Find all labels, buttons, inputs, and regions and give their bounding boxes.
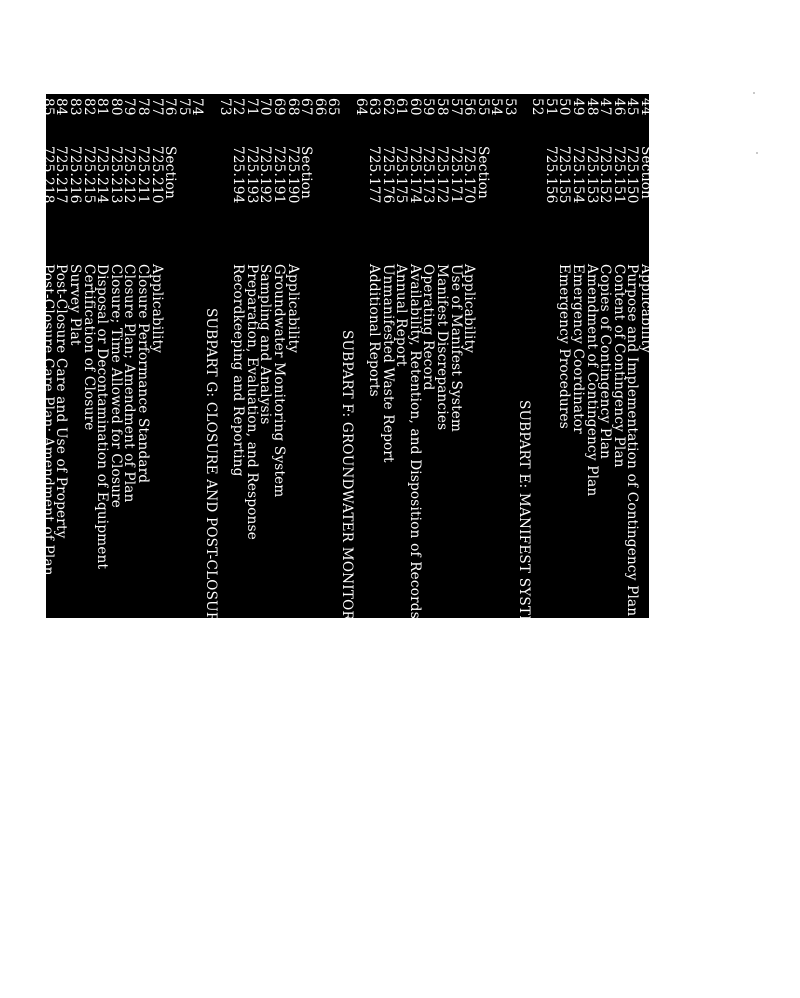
line-number: 48 — [583, 98, 600, 116]
section-title: Recordkeeping and Reporting — [230, 264, 247, 477]
line-number: 79 — [121, 98, 138, 116]
subpart-f-heading-line — [339, 98, 353, 998]
section-title: Annual Report — [393, 264, 410, 367]
line-number: 55 — [474, 98, 491, 116]
toc-line — [299, 98, 313, 998]
toc-line — [312, 98, 326, 998]
toc-line — [122, 98, 136, 998]
line-number: 70 — [257, 98, 274, 116]
toc-line — [285, 98, 299, 998]
section-number: 725.210 — [148, 146, 165, 204]
line-number: 60 — [406, 98, 423, 116]
section-title: Additional Reports — [366, 264, 383, 397]
toc-line — [611, 98, 625, 998]
line-number: 47 — [597, 98, 614, 116]
line-number: 52 — [529, 98, 546, 116]
section-title: Post-Closure Notices — [26, 264, 43, 412]
line-number: 64 — [352, 98, 369, 116]
line-number: 63 — [366, 98, 383, 116]
toc-line — [149, 98, 163, 998]
section-number: 725.191 — [270, 146, 287, 204]
section-number: 725.219 — [26, 146, 43, 204]
section-title: Closure Plan; Amendment of Plan — [121, 264, 138, 503]
toc-line — [135, 98, 152, 998]
section-title: Preparation, Evaluation, and Response — [243, 264, 260, 540]
section-title: Certification of Closure — [80, 264, 97, 431]
section-title: Applicability — [638, 264, 654, 354]
line-number: 74 — [189, 98, 206, 116]
toc-line — [217, 98, 231, 998]
section-number: 725.174 — [406, 146, 423, 204]
section-number: Section — [638, 146, 654, 200]
line-number: 67 — [298, 98, 315, 116]
toc-line — [81, 98, 95, 998]
toc-line — [448, 98, 462, 998]
toc-line — [394, 98, 408, 998]
section-number: 725.154 — [570, 146, 587, 204]
toc-line — [40, 98, 54, 998]
section-title: Applicability — [461, 264, 478, 354]
section-number: 725.170 — [461, 146, 478, 204]
toc-line — [54, 98, 68, 998]
subpart-e-heading: SUBPART E: MANIFEST SYSTEM, RECORDKEEPING, AND REPORTING — [515, 400, 532, 917]
section-number: 725.213 — [107, 146, 124, 204]
subpart-d-rows — [530, 98, 652, 998]
section-number: 725.218 — [39, 146, 56, 204]
section-number: 725.150 — [624, 146, 641, 204]
subpart-g-rows — [27, 98, 204, 998]
section-title: Unmanifested Waste Report — [379, 264, 396, 463]
line-number: 59 — [420, 98, 437, 116]
toc-line — [367, 98, 381, 998]
section-title: Groundwater Monitoring System — [270, 264, 287, 498]
subpart-f-rows — [216, 98, 342, 998]
section-title: Applicability — [284, 264, 301, 354]
section-number: 725.175 — [393, 146, 410, 204]
section-number: Section — [474, 146, 491, 200]
section-number: 725.153 — [583, 146, 600, 204]
toc-sheet — [26, 98, 654, 998]
section-title: Operating Record — [420, 264, 437, 391]
section-number: 725.193 — [243, 146, 260, 204]
section-number: 725.172 — [434, 146, 451, 204]
section-number: 725.155 — [556, 146, 573, 204]
section-number: 725.156 — [542, 146, 559, 204]
line-number: 85 — [39, 98, 56, 116]
toc-line — [584, 98, 598, 998]
line-number: 53 — [502, 98, 519, 116]
toc-line — [598, 98, 612, 998]
scanned-page — [26, 94, 654, 917]
section-number: 725.171 — [447, 146, 464, 204]
line-number: 82 — [80, 98, 97, 116]
toc-line — [502, 98, 519, 998]
toc-line — [108, 98, 122, 998]
section-title: Closure Performance Standard — [135, 264, 152, 484]
section-number: 725.212 — [121, 146, 138, 204]
toc-line — [543, 98, 557, 998]
line-number: 65 — [325, 98, 342, 116]
line-number: 51 — [542, 98, 559, 116]
line-number: 78 — [135, 98, 152, 116]
toc-line — [421, 98, 435, 998]
section-number: Section — [162, 146, 179, 200]
toc-line — [163, 98, 177, 998]
toc-line — [258, 98, 272, 998]
toc-line — [326, 98, 340, 998]
toc-line — [625, 98, 639, 998]
section-number: 725.217 — [53, 146, 70, 204]
section-title: Availability, Retention, and Disposition of Records — [406, 264, 423, 619]
toc-line — [231, 98, 245, 998]
line-number: 50 — [556, 98, 573, 116]
section-title: Closure; Time Allowed for Closure — [107, 264, 124, 509]
line-number: 54 — [488, 98, 505, 116]
section-title: Manifest Discrepancies — [434, 264, 451, 431]
section-title: Emergency Procedures — [556, 264, 573, 429]
toc-line — [380, 98, 394, 998]
line-number: 84 — [53, 98, 70, 116]
line-number: 49 — [570, 98, 587, 116]
section-number: 725.190 — [284, 146, 301, 204]
line-number: 81 — [94, 98, 111, 116]
line-number: 56 — [461, 98, 478, 116]
line-number: 69 — [270, 98, 287, 116]
subpart-g-heading-line — [203, 98, 217, 998]
section-number: 725.176 — [379, 146, 396, 204]
section-title: Applicability — [148, 264, 165, 354]
toc-line — [95, 98, 109, 998]
section-title: Copies of Contingency Plan — [597, 264, 614, 460]
section-title: Sampling and Analysis — [257, 264, 274, 425]
toc-line — [67, 98, 84, 998]
toc-line — [475, 98, 489, 998]
toc-line — [244, 98, 258, 998]
line-number: 72 — [230, 98, 247, 116]
section-title: Survey Plat — [67, 264, 84, 346]
section-title: Content of Contingency Plan — [610, 264, 627, 468]
toc-line — [435, 98, 449, 998]
toc-line — [190, 98, 204, 998]
line-number: 57 — [447, 98, 464, 116]
section-number: 725.216 — [67, 146, 84, 204]
toc-line — [27, 98, 41, 998]
section-number: Section — [298, 146, 315, 200]
toc-line — [353, 98, 367, 998]
toc-line — [489, 98, 503, 998]
line-number: 73 — [216, 98, 233, 116]
line-number: 45 — [624, 98, 641, 116]
section-number: 725.177 — [366, 146, 383, 204]
line-number: 77 — [148, 98, 165, 116]
section-title: Disposal or Decontamination of Equipment — [94, 264, 111, 570]
toc-line — [462, 98, 476, 998]
line-number: 71 — [243, 98, 260, 116]
subpart-g-heading: SUBPART G: CLOSURE AND POST-CLOSURE CARE — [203, 308, 219, 679]
toc-line — [176, 98, 190, 998]
section-number: 725.152 — [597, 146, 614, 204]
section-title: Post-Closure Care Plan; Amendment of Plan — [39, 264, 56, 576]
section-number: 725.194 — [230, 146, 247, 204]
subpart-e-heading-line — [516, 98, 530, 998]
line-number: 76 — [162, 98, 179, 116]
subpart-f-heading: SUBPART F: GROUNDWATER MONITORING — [338, 330, 355, 650]
subpart-e-rows — [352, 98, 519, 998]
section-title: Purpose and Implementation of Contingency Plan — [624, 264, 641, 617]
toc-line — [570, 98, 587, 998]
line-number: 68 — [284, 98, 301, 116]
section-number: 725.151 — [610, 146, 627, 204]
section-title: Amendment of Contingency Plan — [583, 264, 600, 497]
toc-line — [530, 98, 544, 998]
line-number: 75 — [175, 98, 192, 116]
section-number: 725.211 — [135, 146, 152, 204]
line-number: 58 — [434, 98, 451, 116]
section-title: Post-Closure Care and Use of Property — [53, 264, 70, 539]
line-number: 62 — [379, 98, 396, 116]
toc-line — [271, 98, 285, 998]
toc-line — [407, 98, 421, 998]
section-number: 725.192 — [257, 146, 274, 204]
line-number: 61 — [393, 98, 410, 116]
scan-speck — [753, 92, 755, 94]
section-number: 725.215 — [80, 146, 97, 204]
section-number: 725.173 — [420, 146, 437, 204]
toc-line — [638, 98, 652, 998]
scan-speck — [756, 152, 758, 154]
line-number: 83 — [67, 98, 84, 116]
section-title: Use of Manifest System — [447, 264, 464, 433]
line-number: 66 — [311, 98, 328, 116]
line-number: 44 — [638, 98, 654, 116]
line-number: 46 — [610, 98, 627, 116]
toc-line — [557, 98, 571, 998]
line-number: 86 — [26, 98, 43, 116]
section-number: 725.214 — [94, 146, 111, 204]
section-title: Emergency Coordinator — [570, 264, 587, 434]
line-number: 80 — [107, 98, 124, 116]
